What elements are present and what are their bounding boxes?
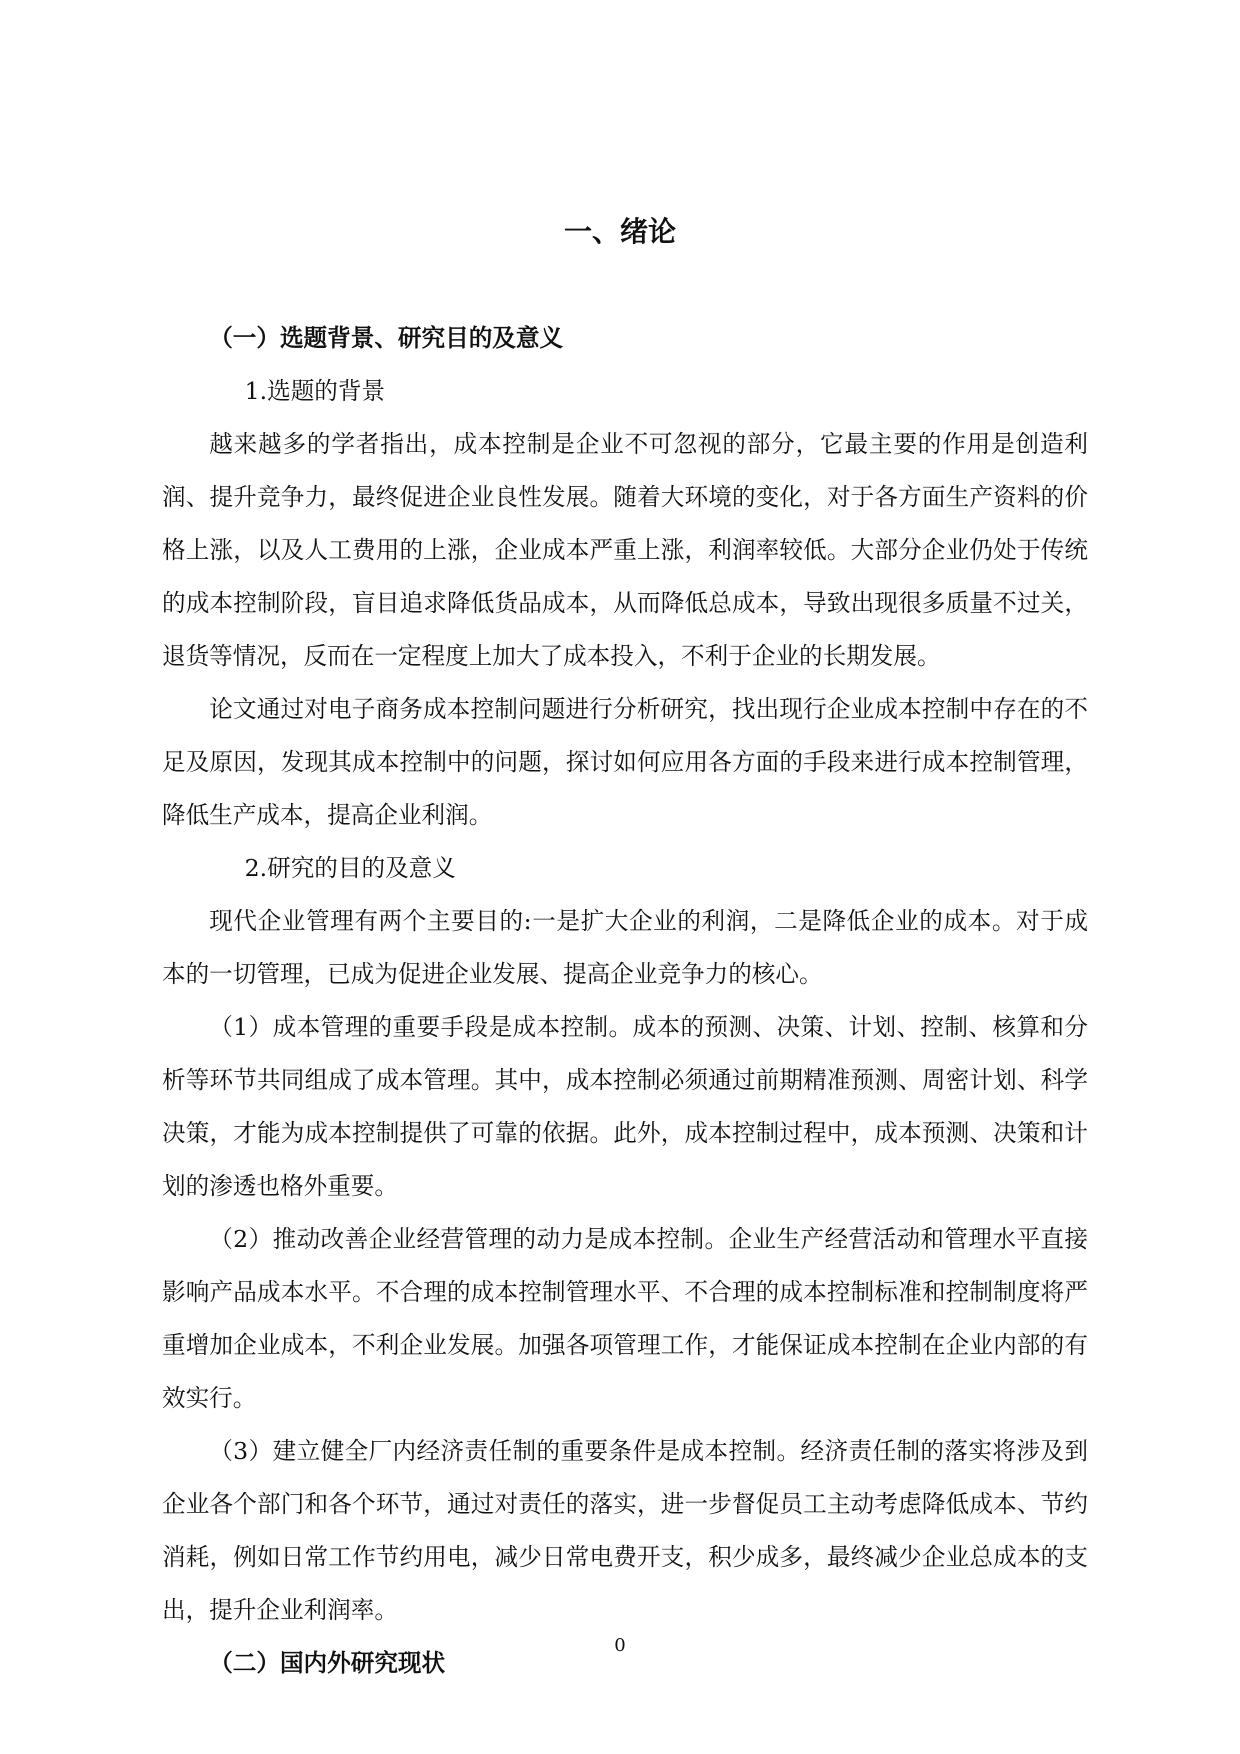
section-heading-2: （二）国内外研究现状 [209,1649,446,1677]
page-number: 0 [614,1635,626,1656]
section-heading-1: （一）选题背景、研究目的及意义 [209,324,564,352]
subsection-heading-purpose: 2.研究的目的及意义 [244,854,456,882]
paragraph-background-1: 越来越多的学者指出，成本控制是企业不可忽视的部分，它最主要的作用是创造利润、提升竞争力，最终促进企业良性发展。随着大环境的变化，对于各方面生产资料的价格上涨，以及人工费用的上涨，企业成本严重上涨，利润率较低。大部分企业仍处于传统的成本控制阶段，盲目追求降低货品成本，从而降低总成本，导致出现很多质量不过关，退货等情况，反而在一定程度上加大了成本投入，不利于企业的长期发展。 [162,430,1088,670]
paragraph-point-2: （2）推动改善企业经营管理的动力是成本控制。企业生产经营活动和管理水平直接影响产品成本水平。不合理的成本控制管理水平、不合理的成本控制标准和控制制度将严重增加企业成本，不利企业发展。加强各项管理工作，才能保证成本控制在企业内部的有效实行。 [162,1225,1088,1412]
paragraph-background-2: 论文通过对电子商务成本控制问题进行分析研究，找出现行企业成本控制中存在的不足及原因，发现其成本控制中的问题，探讨如何应用各方面的手段来进行成本控制管理，降低生产成本，提高企业利润。 [162,695,1088,829]
paragraph-point-3: （3）建立健全厂内经济责任制的重要条件是成本控制。经济责任制的落实将涉及到企业各个部门和各个环节，通过对责任的落实，进一步督促员工主动考虑降低成本、节约消耗，例如日常工作节约用电，减少日常电费开支，积少成多，最终减少企业总成本的支出，提升企业利润率。 [162,1437,1088,1624]
document-body [162,312,1088,1690]
subsection-heading-background: 1.选题的背景 [244,377,386,405]
paragraph-purpose-intro: 现代企业管理有两个主要目的:一是扩大企业的利润，二是降低企业的成本。对于成本的一切管理，已成为促进企业发展、提高企业竞争力的核心。 [162,907,1088,988]
paragraph-point-1: （1）成本管理的重要手段是成本控制。成本的预测、决策、计划、控制、核算和分析等环节共同组成了成本管理。其中，成本控制必须通过前期精准预测、周密计划、科学决策，才能为成本控制提供了可靠的依据。此外，成本控制过程中，成本预测、决策和计划的渗透也格外重要。 [162,1013,1088,1200]
chapter-title: 一、绪论 [563,215,676,248]
